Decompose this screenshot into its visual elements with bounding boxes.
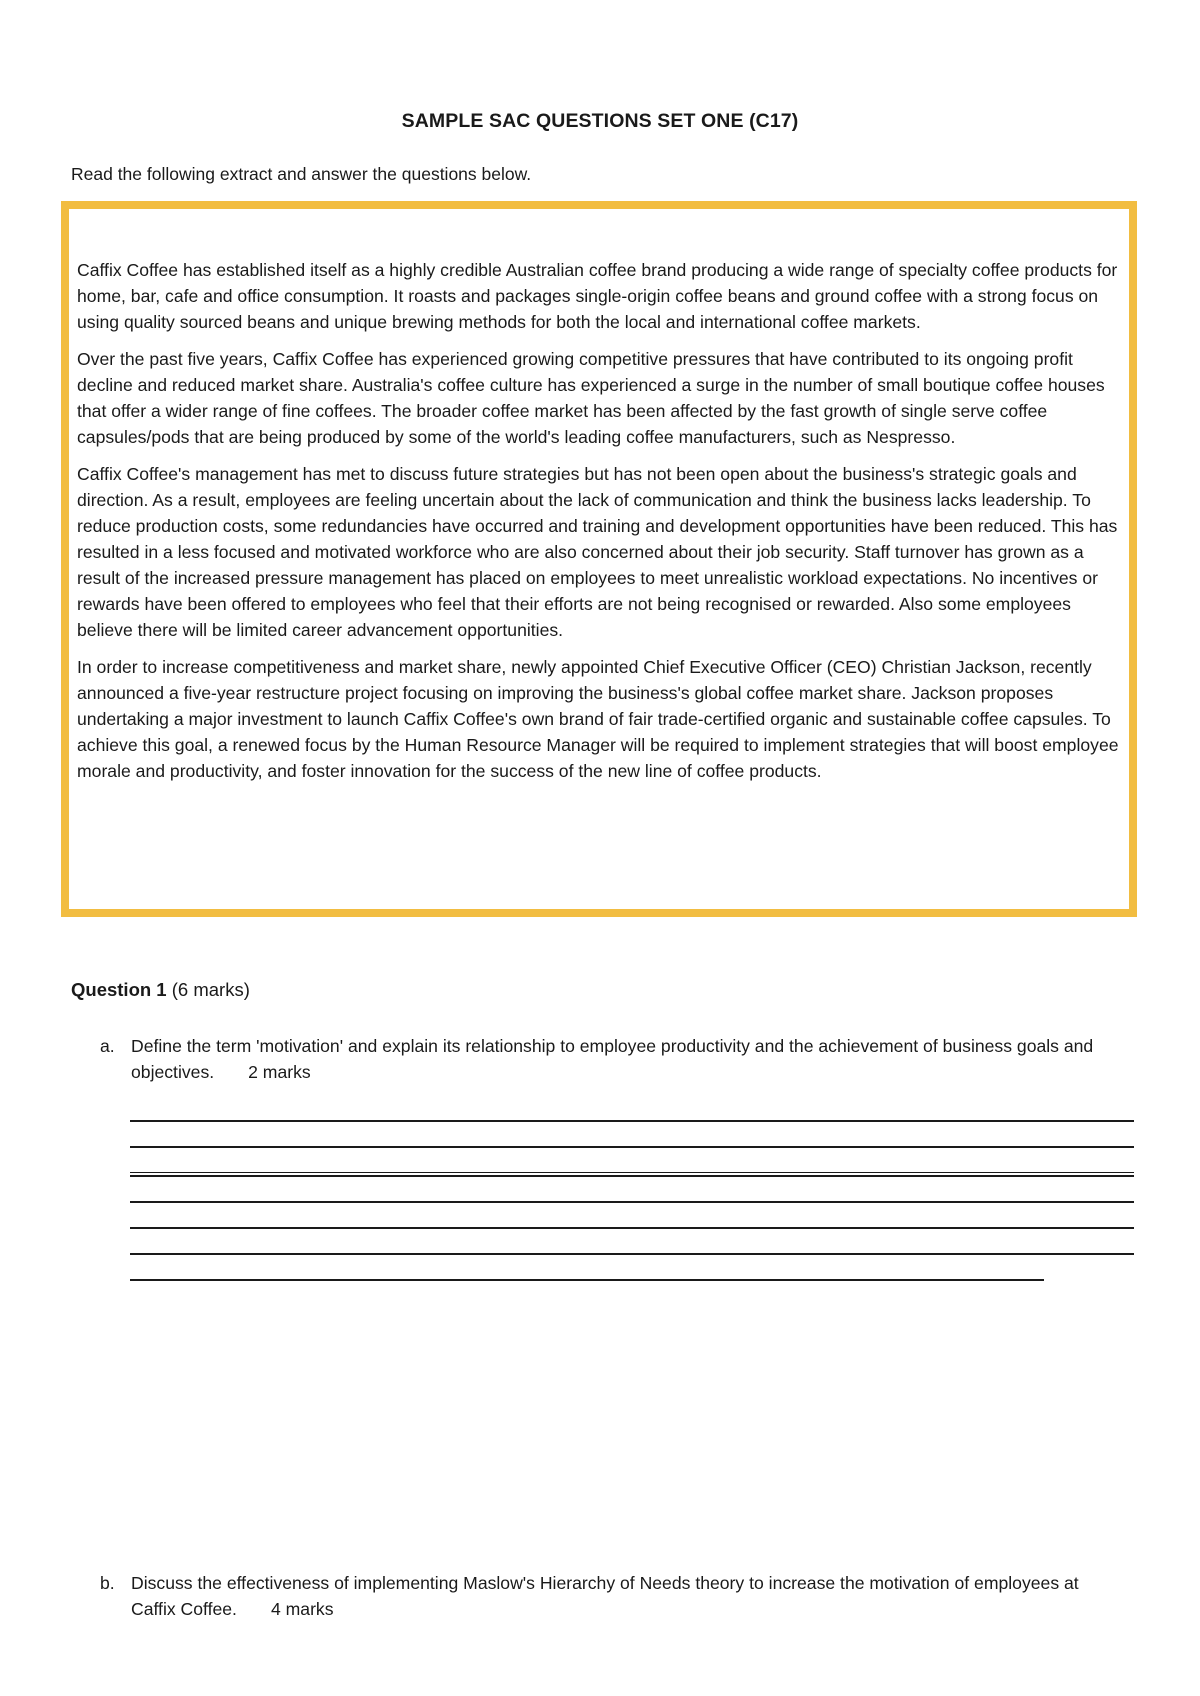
extract-paragraph: Caffix Coffee has established itself as a highly credible Australian coffee brand producing a wide range of specialty coffee products for home, bar, cafe and office consumption. It roasts and packages single-origin coffee beans and ground coffee with a strong focus on using quality sourced beans and unique brewing methods for both the local and international coffee markets.: [77, 260, 1118, 332]
extract-paragraph: Caffix Coffee's management has met to discuss future strategies but has not been open about the business's strategic goals and direction. As a result, employees are feeling uncertain about the lack of communication and think the business lacks leadership. To reduce production costs, some redundancies have occurred and training and development opportunities have been reduced. This has resulted in a less focused and motivated workforce who are also concerned about their job security. Staff turnover has grown as a result of the increased pressure management has placed on employees to meet unrealistic workload expectations. No incentives or rewards have been offered to employees who feel that their efforts are not being recognised or rewarded. Also some employees believe there will be limited career advancement opportunities.: [77, 464, 1118, 640]
answer-line: [130, 1172, 1134, 1173]
answer-lines[interactable]: [130, 1120, 1134, 1305]
question-1a-text-block: [131, 1033, 1110, 1085]
question-1-marks: (6 marks): [171, 979, 250, 1000]
answer-line: [130, 1146, 1134, 1148]
question-1a: [100, 1033, 1110, 1085]
page-title: SAMPLE SAC QUESTIONS SET ONE (C17): [401, 110, 799, 132]
answer-line: [130, 1253, 1134, 1255]
question-1b-marks: 4 marks: [270, 1599, 334, 1619]
question-1b-letter: b.: [100, 1573, 115, 1593]
question-1-title: Question 1: [71, 979, 167, 1000]
extract-paragraph: Over the past five years, Caffix Coffee has experienced growing competitive pressures that have contributed to its ongoing profit decline and reduced market share. Australia's coffee culture has experienced a surge in the number of small boutique coffee houses that offer a wider range of fine coffees. The broader coffee market has been affected by the fast growth of single serve coffee capsules/pods that are being produced by some of the world's leading coffee manufacturers, such as Nespresso.: [77, 349, 1105, 447]
question-1a-letter: a.: [100, 1036, 115, 1056]
question-1b-text: Discuss the effectiveness of implementing Maslow's Hierarchy of Needs theory to increase the motivation of employees at Caffix Coffee.: [131, 1573, 1079, 1619]
question-1a-text: Define the term 'motivation' and explain its relationship to employee productivity and the achievement of business goals and objectives.: [131, 1036, 1094, 1082]
question-1-heading: [71, 979, 250, 1001]
extract-paragraph: In order to increase competitiveness and market share, newly appointed Chief Executive Officer (CEO) Christian Jackson, recently announced a five-year restructure project focusing on improving the business's global coffee market share. Jackson proposes undertaking a major investment to launch Caffix Coffee's own brand of fair trade-certified organic and sustainable coffee capsules. To achieve this goal, a renewed focus by the Human Resource Manager will be required to implement strategies that will boost employee morale and productivity, and foster innovation for the success of the new line of coffee products.: [77, 657, 1119, 781]
extract-box: [61, 201, 1137, 917]
question-1a-marks: 2 marks: [248, 1062, 311, 1082]
answer-line: [130, 1279, 1044, 1281]
instruction-text: Read the following extract and answer the questions below.: [71, 164, 532, 184]
question-1b-text-block: [131, 1570, 1110, 1622]
answer-line: [130, 1227, 1134, 1229]
answer-line: [130, 1201, 1134, 1203]
answer-line: [130, 1120, 1134, 1122]
answer-line: [130, 1175, 1134, 1177]
question-1b: [100, 1570, 1110, 1622]
